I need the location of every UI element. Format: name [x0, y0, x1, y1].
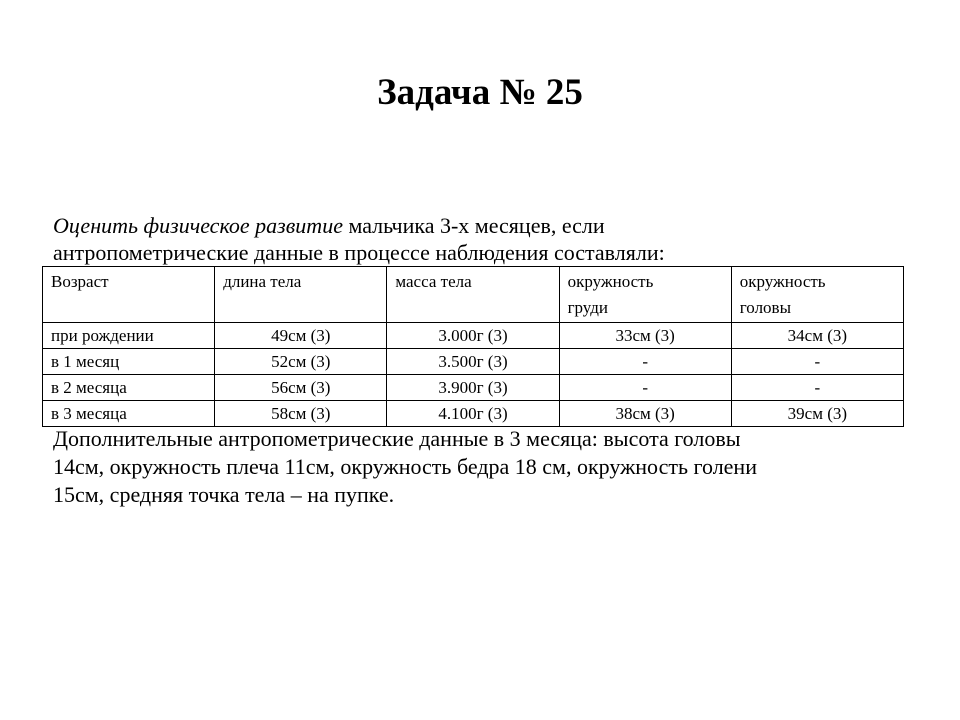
anthropometry-table — [42, 266, 904, 427]
table-row — [43, 349, 904, 375]
header-chest — [559, 267, 731, 323]
cell-mass: 3.900г (3) — [387, 375, 559, 401]
cell-head: - — [731, 349, 903, 375]
intro-italic: Оценить физическое развитие — [53, 213, 343, 238]
cell-length: 52см (3) — [215, 349, 387, 375]
cell-mass: 3.500г (3) — [387, 349, 559, 375]
header-text: длина тела — [223, 272, 302, 291]
cell-chest: 38см (3) — [559, 401, 731, 427]
header-length — [215, 267, 387, 323]
table-row — [43, 323, 904, 349]
cell-head: 39см (3) — [731, 401, 903, 427]
cell-length: 58см (3) — [215, 401, 387, 427]
page-title: Задача № 25 — [377, 72, 583, 113]
header-mass — [387, 267, 559, 323]
additional-line: Дополнительные антропометрические данные в 3 месяца: высота головы — [53, 426, 741, 451]
intro-rest: мальчика 3-х месяцев, если — [342, 213, 605, 238]
intro-line-1 — [53, 212, 913, 239]
table-header-row — [43, 267, 904, 323]
table-row — [43, 375, 904, 401]
header-text: окружность — [739, 272, 826, 291]
table-row — [43, 401, 904, 427]
cell-mass: 4.100г (3) — [387, 401, 559, 427]
task-intro — [53, 212, 913, 266]
cell-head: 34см (3) — [731, 323, 903, 349]
additional-data — [53, 425, 913, 509]
header-text: головы — [739, 298, 792, 317]
additional-line: 14см, окружность плеча 11см, окружность бедра 18 см, окружность голени — [53, 454, 757, 479]
cell-chest: 33см (3) — [559, 323, 731, 349]
header-text: Возраст — [51, 272, 109, 291]
cell-age: в 2 месяца — [43, 375, 215, 401]
cell-head: - — [731, 375, 903, 401]
cell-chest: - — [559, 375, 731, 401]
cell-age: в 1 месяц — [43, 349, 215, 375]
header-head — [731, 267, 903, 323]
cell-mass: 3.000г (3) — [387, 323, 559, 349]
header-text: масса тела — [395, 272, 472, 291]
cell-length: 56см (3) — [215, 375, 387, 401]
cell-age: при рождении — [43, 323, 215, 349]
cell-length: 49см (3) — [215, 323, 387, 349]
additional-line: 15см, средняя точка тела – на пупке. — [53, 482, 395, 507]
header-text: груди — [567, 298, 608, 317]
header-age — [43, 267, 215, 323]
cell-chest: - — [559, 349, 731, 375]
intro-line-2: антропометрические данные в процессе наблюдения составляли: — [53, 240, 665, 265]
header-text: окружность — [567, 272, 654, 291]
cell-age: в 3 месяца — [43, 401, 215, 427]
